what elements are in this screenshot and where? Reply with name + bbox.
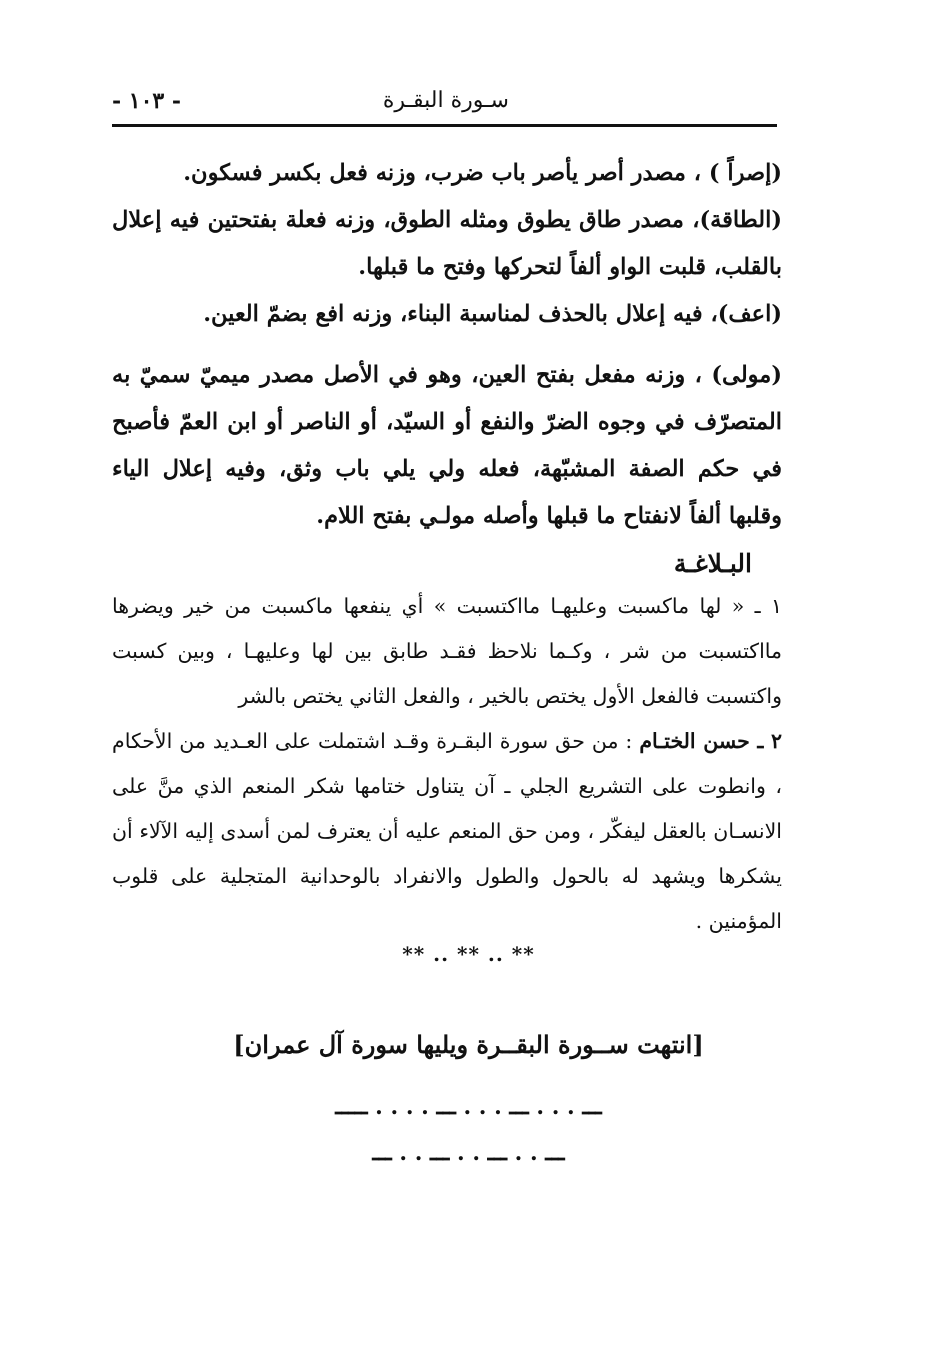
closing-note: [انتهت ســورة البقــرة ويليها سورة آل عمران] xyxy=(233,1030,704,1059)
paragraph-gap xyxy=(112,338,782,352)
section-heading-balagha: البـلاغـة xyxy=(673,549,752,578)
rhetoric-item-2 xyxy=(112,719,782,944)
paragraph-mawla: (مولى) ، وزنه مفعل بفتح العين، وهو في الأصل مصدر ميميّ سميّ به المتصرّف في وجوه الضرّ والنفع أو السيّد، أو الناصر أو ابن العمّ فأصبح في حكم الصفة المشبّهة، فعله ولي يلي باب وثق، وفيه إعلال الياء وقلبها ألفاً لانفتاح ما قبلها وأصله مولـي بفتح اللام. xyxy=(112,362,782,529)
paragraph-isr: (إصراً ) ، مصدر أصر يأصر باب ضرب، وزنه فعل بكسر فسكون. xyxy=(183,160,782,186)
rhetoric-item-2-text: : من حق سورة البقـرة وقـد اشتملت على العـديد من الأحكام ، وانطوت على التشريع الجلي ـ آن يتناول ختامها شكر المنعم الذي منَّ على الانسـان بالعقل ليفكّر ، ومن حق المنعم عليه أن يعترف لمن أسدى إليه الآلاء أن يشكرها ويشهد له بالحول والطول والانفراد بالوحدانية المتجلية على قلوب المؤمنين . xyxy=(112,729,782,933)
dash-separator-2: ـــ . . ـــ . . ـــ . . ـــ xyxy=(372,1140,565,1166)
page-header xyxy=(112,82,777,122)
rhetoric-item-2-lead: ٢ ـ حسن الختـام xyxy=(639,729,782,753)
dash-separator-1: ـــ . . . ـــ . . . ـــ . . . . ـــــ xyxy=(335,1094,602,1120)
body-text xyxy=(112,150,782,944)
rhetoric-item-1: ١ ـ « لها ماكسبت وعليهـا مااكتسبت » أي ينفعها ماكسبت من خير ويضرها مااكتسبت من شر ، وكـما نلاحظ فقـد طابق بين لها وعليهـا ، وبين كسبت واكتسبت فالفعل الأول يختص بالخير ، والفعل الثاني يختص بالشر xyxy=(112,594,782,708)
page-number: - ١٠٣ - xyxy=(112,88,182,114)
paragraph-uf: (اعف)، فيه إعلال بالحذف لمناسبة البناء، وزنه افع بضمّ العين. xyxy=(203,301,782,327)
running-title: سـورة البقـرة xyxy=(382,88,509,113)
header-rule xyxy=(112,124,777,127)
paragraph-taqa: (الطاقة)، مصدر طاق يطوق ومثله الطوق، وزنه فعلة بفتحتين فيه إعلال بالقلب، قلبت الواو ألفاً لتحركها وفتح ما قبلها. xyxy=(112,207,782,280)
separator-stars: ** .. ** .. ** xyxy=(402,942,535,966)
